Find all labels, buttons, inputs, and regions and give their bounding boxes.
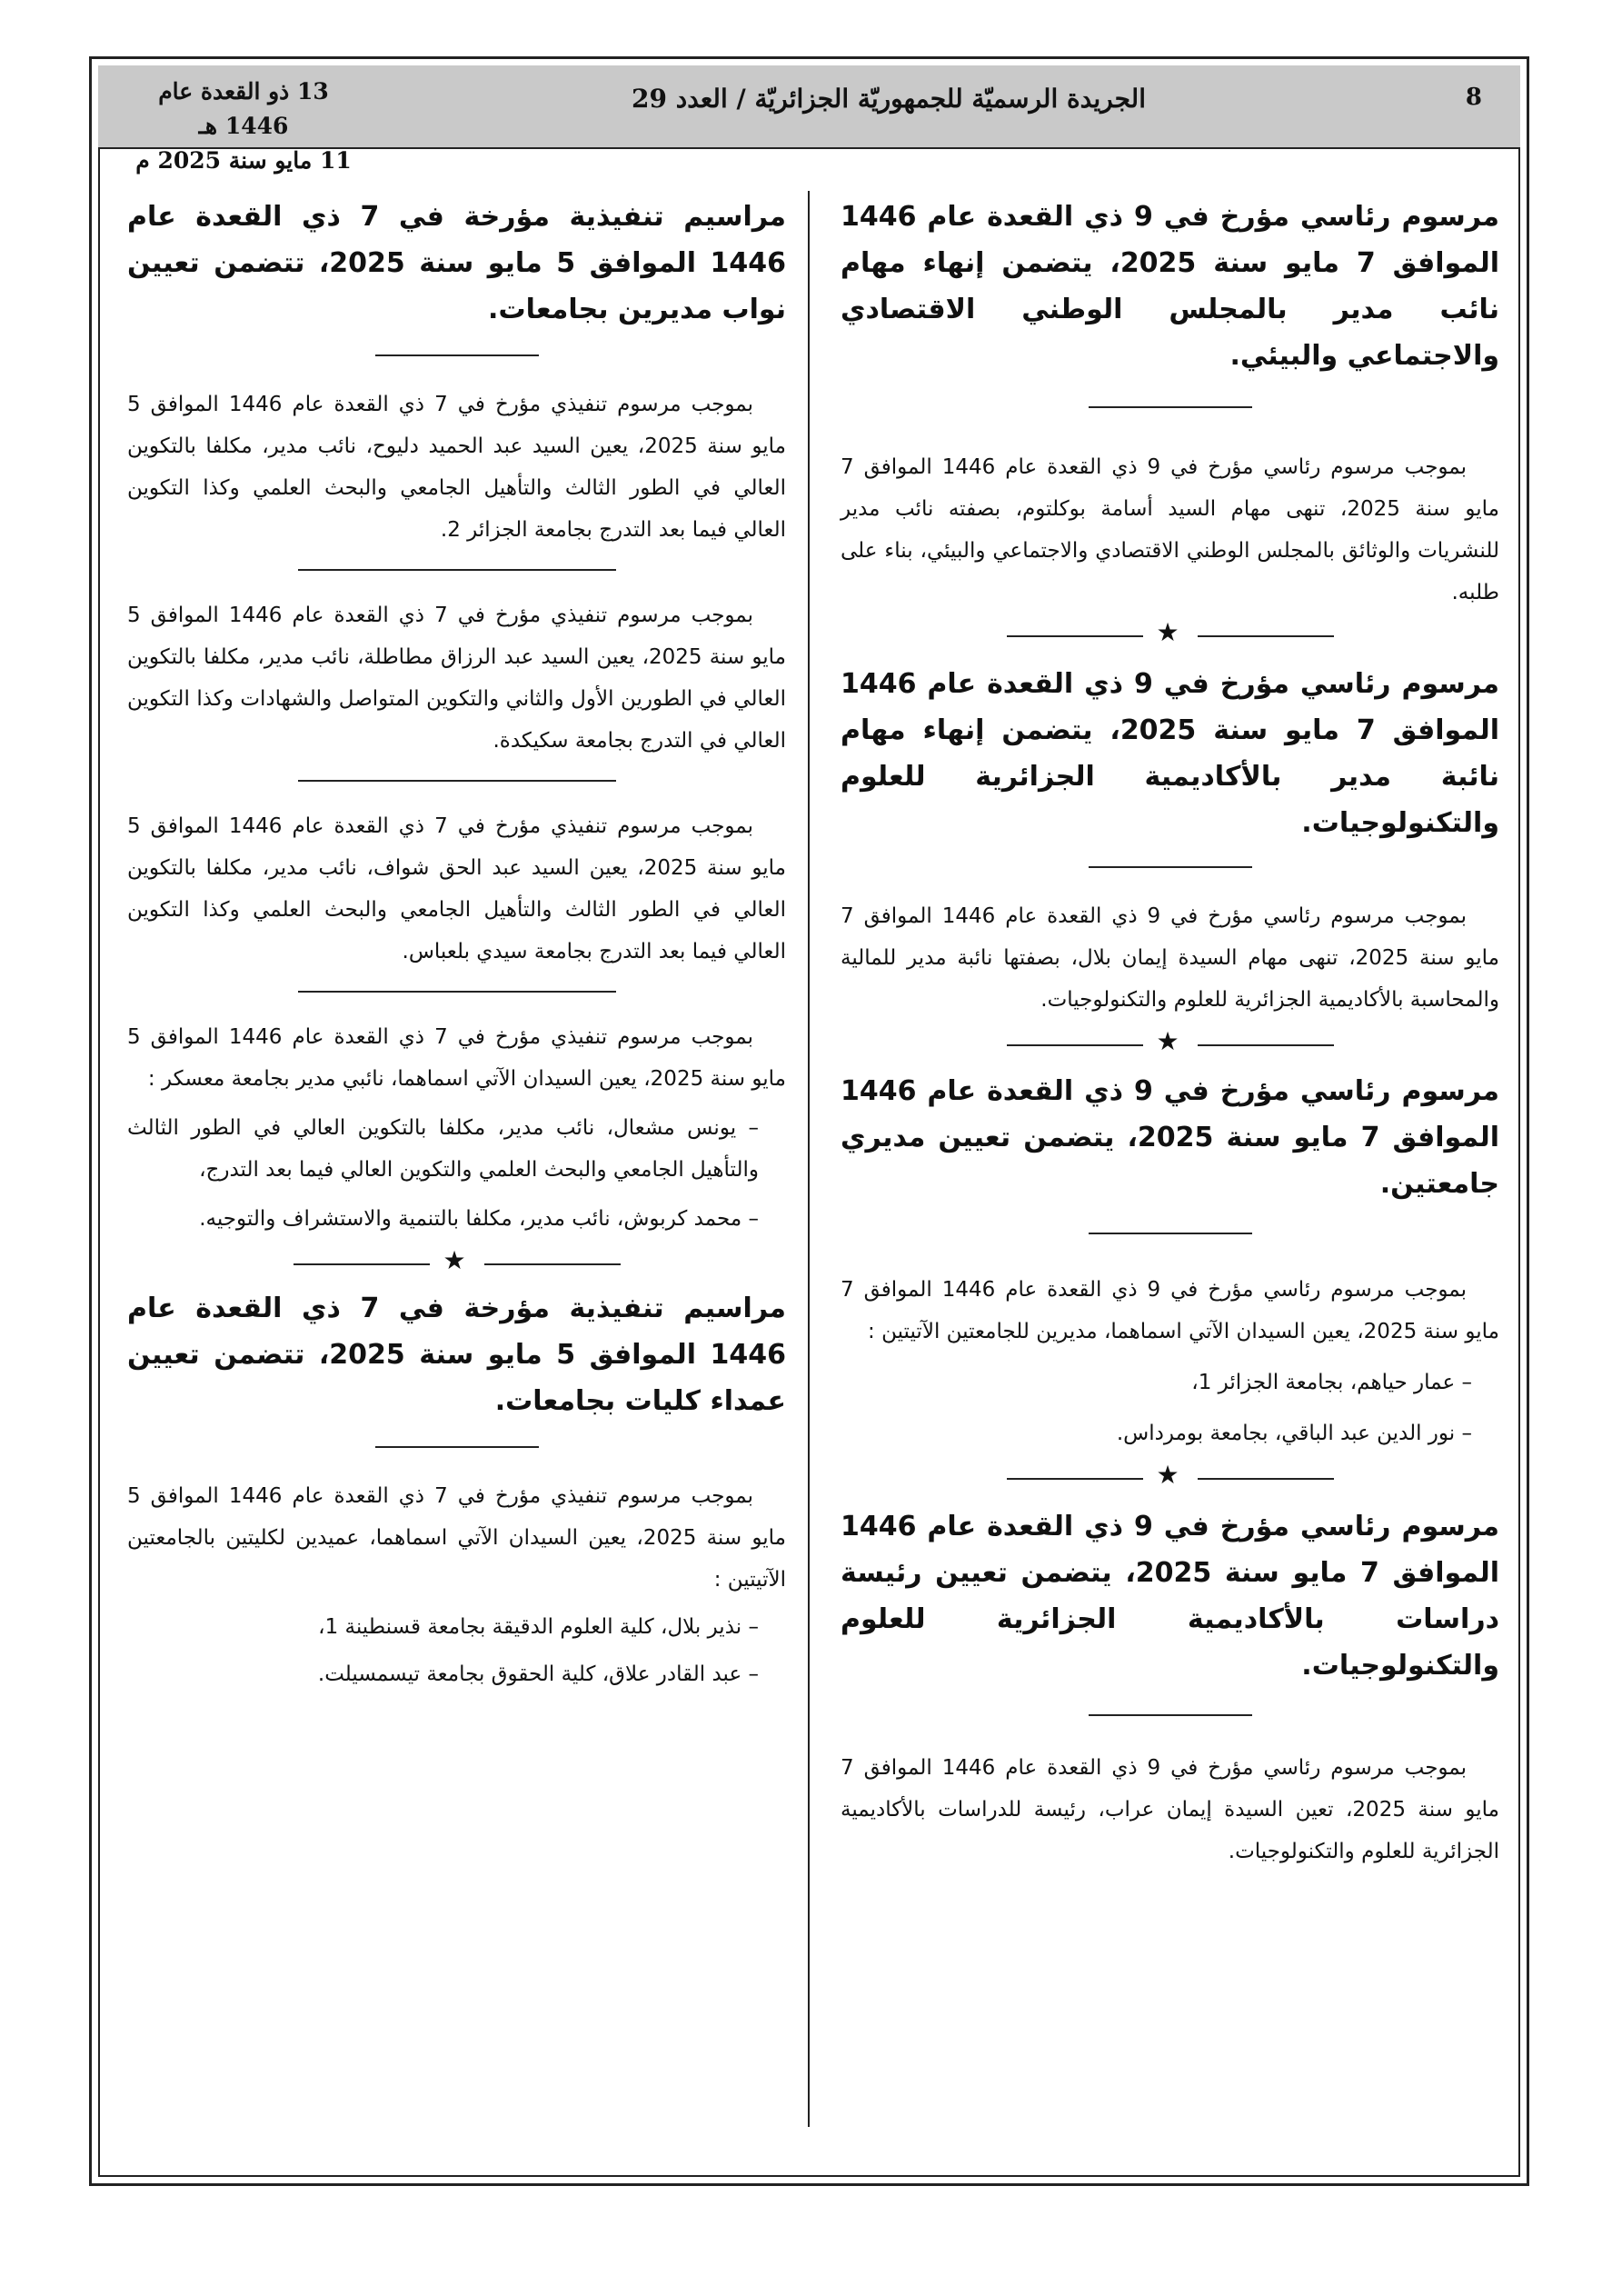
decree-body: بموجب مرسوم تنفيذي مؤرخ في 7 ذي القعدة عام 1446 الموافق 5 مايو سنة 2025، يعين السيد عبد الحق شواف، نائب مدير، مكلفا بالتكوين العالي في الطور الثالث والتأهيل الجامعي والبحث العلمي وكذا التكوين العالي فيما بعد التدرج بجامعة سيدي بلعباس. [127, 814, 786, 963]
list-item: – محمد كربوش، نائب مدير، مكلفا بالتنمية والاستشراف والتوجيه. [199, 1207, 759, 1231]
short-rule [1089, 406, 1252, 408]
star-icon: ★ [1156, 1460, 1179, 1490]
decree-body: بموجب مرسوم رئاسي مؤرخ في 9 ذي القعدة عام 1446 الموافق 7 مايو سنة 2025، يعين السيدان الآتي اسماهما، مديرين للجامعتين الآتيتين : [841, 1278, 1499, 1343]
page-header [98, 65, 1520, 174]
short-rule [375, 354, 539, 356]
long-rule [298, 991, 616, 993]
column-divider [808, 191, 810, 2127]
decree-heading: مرسوم رئاسي مؤرخ في 9 ذي القعدة عام 1446 الموافق 7 مايو سنة 2025، يتضمن تعيين مديري جامعتين. [841, 1075, 1500, 1200]
star-separator [1007, 1026, 1334, 1059]
long-rule [298, 569, 616, 571]
short-rule [375, 1446, 539, 1448]
right-column [841, 186, 1499, 1872]
page-number: 8 [1465, 84, 1482, 111]
star-icon: ★ [1156, 617, 1179, 647]
list-item: – عبد القادر علاق، كلية الحقوق بجامعة تيسمسيلت. [317, 1662, 759, 1686]
gazette-title: الجريدة الرسميّة للجمهوريّة الجزائريّة / العدد 29 [632, 84, 1146, 114]
left-column [127, 186, 786, 1695]
decree-section [841, 1068, 1499, 1454]
decree-heading: مرسوم رئاسي مؤرخ في 9 ذي القعدة عام 1446 الموافق 7 مايو سنة 2025، يتضمن تعيين رئيسة دراسات بالأكاديمية الجزائرية للعلوم والتكنولوجيات. [841, 1511, 1500, 1682]
decree-body: بموجب مرسوم رئاسي مؤرخ في 9 ذي القعدة عام 1446 الموافق 7 مايو سنة 2025، تنهى مهام السيدة إيمان بلال، بصفتها نائبة مدير للمالية والمحاسبة بالأكاديمية الجزائرية للعلوم والتكنولوجيات. [841, 904, 1499, 1012]
list-item: – يونس مشعال، نائب مدير، مكلفا بالتكوين العالي في الطور الثالث والتأهيل الجامعي والبحث العلمي والتكوين العالي فيما بعد التدرج، [127, 1116, 759, 1182]
decree-heading: مرسوم رئاسي مؤرخ في 9 ذي القعدة عام 1446 الموافق 7 مايو سنة 2025، يتضمن إنهاء مهام نائبة مدير بالأكاديمية الجزائرية للعلوم والتكنولوجيات. [841, 668, 1500, 839]
decree-section [841, 1503, 1499, 1872]
short-rule [1089, 866, 1252, 868]
decree-body: بموجب مرسوم رئاسي مؤرخ في 9 ذي القعدة عام 1446 الموافق 7 مايو سنة 2025، تعين السيدة إيمان عراب، رئيسة للدراسات بالأكاديمية الجزائرية للعلوم والتكنولوجيات. [841, 1756, 1500, 1863]
short-rule [1089, 1233, 1252, 1234]
issue-date [125, 75, 362, 178]
star-separator [1007, 1460, 1334, 1492]
short-rule [1089, 1714, 1252, 1716]
star-separator [1007, 617, 1334, 650]
decree-heading: مراسيم تنفيذية مؤرخة في 7 ذي القعدة عام 1446 الموافق 5 مايو سنة 2025، تتضمن تعيين نواب مديرين بجامعات. [127, 201, 787, 325]
star-icon: ★ [1156, 1026, 1179, 1056]
list-item: – نور الدين عبد الباقي، بجامعة بومرداس. [1116, 1422, 1472, 1445]
star-icon: ★ [443, 1245, 466, 1275]
decree-section [841, 194, 1499, 614]
decree-heading: مرسوم رئاسي مؤرخ في 9 ذي القعدة عام 1446 الموافق 7 مايو سنة 2025، يتضمن إنهاء مهام نائب مدير بالمجلس الوطني الاقتصادي والاجتماعي والبيئي. [841, 201, 1500, 372]
decree-body: بموجب مرسوم تنفيذي مؤرخ في 7 ذي القعدة عام 1446 الموافق 5 مايو سنة 2025، يعين السيدان الآتي اسماهما، نائبي مدير بجامعة معسكر : [127, 1025, 786, 1091]
decree-body: بموجب مرسوم تنفيذي مؤرخ في 7 ذي القعدة عام 1446 الموافق 5 مايو سنة 2025، يعين السيد عبد الرزاق مطاطلة، نائب مدير، مكلفا بالتكوين العالي في الطورين الأول والثاني والتكوين المتواصل والشهادات وكذا التكوين العالي في التدرج بجامعة سكيكدة. [127, 604, 786, 753]
decree-body: بموجب مرسوم رئاسي مؤرخ في 9 ذي القعدة عام 1446 الموافق 7 مايو سنة 2025، تنهى مهام السيد أسامة بوكلتوم، بصفته نائب مدير للنشريات والوثائق بالمجلس الوطني الاقتصادي والاجتماعي والبيئي، بناء على طلبه. [841, 455, 1499, 604]
decree-section [127, 194, 786, 1240]
list-item: – نذير بلال، كلية العلوم الدقيقة بجامعة قسنطينة 1، [318, 1615, 759, 1639]
star-separator [294, 1245, 621, 1278]
decree-section [127, 1285, 786, 1695]
long-rule [298, 780, 616, 782]
decree-body: بموجب مرسوم تنفيذي مؤرخ في 7 ذي القعدة عام 1446 الموافق 5 مايو سنة 2025، يعين السيدان الآتي اسماهما، عميدين لكليتين بالجامعتين الآتيتين : [127, 1484, 786, 1592]
list-item: – عمار حياهم، بجامعة الجزائر 1، [1191, 1371, 1472, 1394]
decree-body: بموجب مرسوم تنفيذي مؤرخ في 7 ذي القعدة عام 1446 الموافق 5 مايو سنة 2025، يعين السيد عبد الحميد دليوح، نائب مدير، مكلفا بالتكوين العالي في الطور الثالث والتأهيل الجامعي والبحث العلمي وكذا التكوين العالي فيما بعد التدرج بجامعة الجزائر 2. [127, 393, 786, 542]
date-hijri: 13 ذو القعدة عام 1446 هـ [158, 78, 329, 139]
decree-section [841, 661, 1499, 1021]
date-gregorian: 11 مايو سنة 2025 م [135, 147, 352, 174]
decree-heading: مراسيم تنفيذية مؤرخة في 7 ذي القعدة عام 1446 الموافق 5 مايو سنة 2025، تتضمن تعيين عمداء كليات بجامعات. [127, 1293, 787, 1417]
